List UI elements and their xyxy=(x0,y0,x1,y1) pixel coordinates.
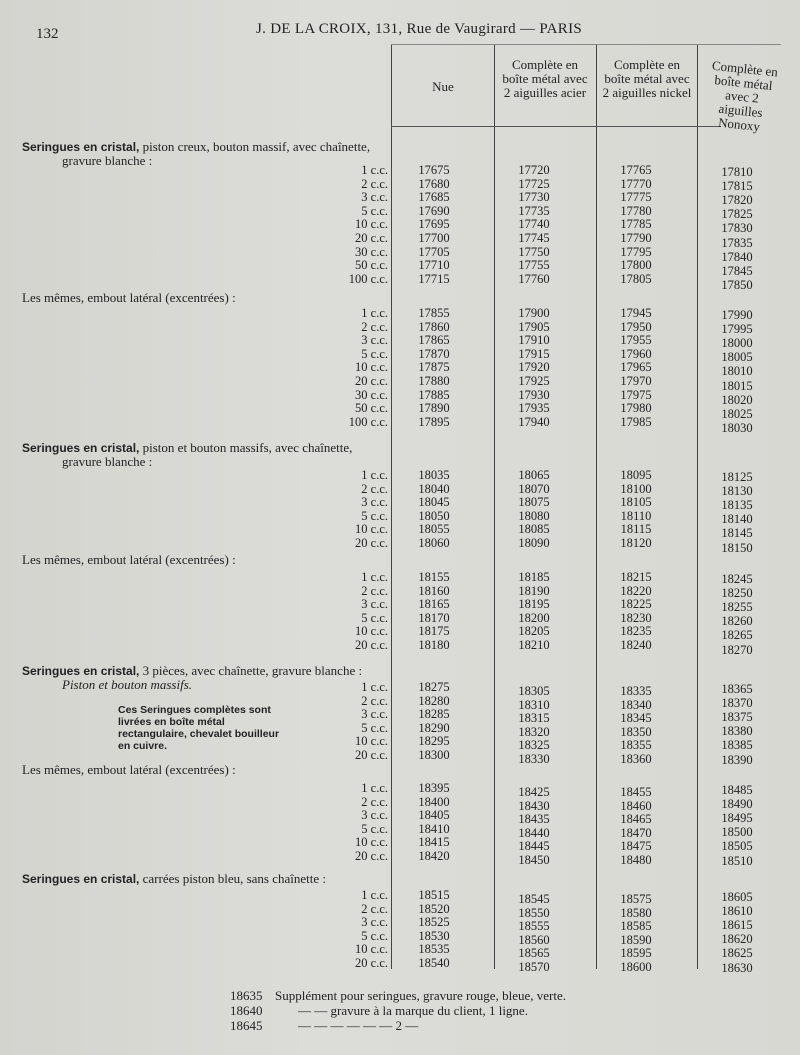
price-code-cell: 17875 xyxy=(418,360,450,375)
section-title xyxy=(22,553,236,567)
size-label: 3 c.c. xyxy=(361,333,388,348)
price-code-cell: 17835 xyxy=(721,235,753,250)
section-title xyxy=(22,763,236,777)
price-code-cell: 18195 xyxy=(518,597,550,612)
price-code-cell: 18175 xyxy=(418,624,450,639)
price-code-cell: 17855 xyxy=(418,306,450,320)
size-label: 10 c.c. xyxy=(355,942,388,957)
section-title-line2: gravure blanche : xyxy=(62,454,153,469)
price-code-cell: 18050 xyxy=(418,508,450,523)
price-code-cell: 18625 xyxy=(721,946,753,961)
price-code-cell: 17735 xyxy=(518,203,550,218)
price-code-cell: 18035 xyxy=(418,468,450,482)
price-code-cell: 17700 xyxy=(418,231,450,245)
price-code-cell: 18485 xyxy=(721,783,753,797)
price-code-cell: 18320 xyxy=(518,724,550,739)
price-code-cell: 18470 xyxy=(620,825,652,840)
price-code-cell: 18530 xyxy=(418,928,450,943)
size-label: 3 c.c. xyxy=(361,190,388,205)
price-code-cell: 18400 xyxy=(418,794,450,809)
size-label: 20 c.c. xyxy=(355,849,388,863)
price-code-cell: 18555 xyxy=(518,919,550,934)
section-title-line2: Piston et bouton massifs. xyxy=(62,677,193,692)
size-label: 2 c.c. xyxy=(361,319,388,334)
size-label: 2 c.c. xyxy=(361,176,388,191)
price-code-cell: 18350 xyxy=(620,724,652,739)
page-header-title: J. DE LA CROIX, 131, Rue de Vaugirard — PARIS xyxy=(256,21,583,37)
size-label: 1 c.c. xyxy=(361,570,388,584)
price-code-cell: 18030 xyxy=(721,420,753,435)
price-code-cell: 18010 xyxy=(721,364,753,379)
price-code-cell: 18190 xyxy=(518,583,550,598)
price-code-cell: 18075 xyxy=(518,495,550,510)
price-code-cell: 18580 xyxy=(620,905,652,920)
price-code-cell: 18200 xyxy=(518,610,550,625)
size-label: 1 c.c. xyxy=(361,306,388,320)
price-code-cell: 18315 xyxy=(518,711,550,726)
section-title xyxy=(22,291,236,305)
price-code-cell: 17715 xyxy=(418,271,450,286)
column-divider xyxy=(697,44,698,969)
size-label: 5 c.c. xyxy=(361,203,388,218)
price-code-cell: 17980 xyxy=(620,401,652,416)
price-code-cell: 18375 xyxy=(721,710,753,725)
size-label: 5 c.c. xyxy=(361,928,388,943)
section-title-bold: Seringues en cristal, xyxy=(22,664,140,678)
price-code-cell: 18095 xyxy=(620,468,652,482)
price-code-cell: 17710 xyxy=(418,258,450,273)
size-label: 100 c.c. xyxy=(348,414,388,429)
footer-text: — — gravure à la marque du client, 1 ligne. xyxy=(298,1003,528,1018)
price-code-cell: 18430 xyxy=(518,798,550,813)
size-label: 10 c.c. xyxy=(355,734,388,749)
price-code-cell: 18385 xyxy=(721,738,753,753)
price-code-cell: 18600 xyxy=(620,960,652,974)
price-code-cell: 18275 xyxy=(418,680,450,694)
size-label: 20 c.c. xyxy=(355,638,388,652)
price-code-cell: 17760 xyxy=(518,271,550,286)
price-code-cell: 18330 xyxy=(518,752,550,766)
price-code-cell: 18305 xyxy=(518,684,550,698)
size-label: 20 c.c. xyxy=(355,231,388,245)
size-label: 50 c.c. xyxy=(355,401,388,416)
size-label: 20 c.c. xyxy=(355,956,388,970)
price-code-cell: 18335 xyxy=(620,684,652,698)
section-title-text: 3 pièces, avec chaînette, gravure blanche : xyxy=(139,663,363,678)
price-code-cell: 18425 xyxy=(518,785,550,799)
price-code-cell: 18060 xyxy=(418,536,450,550)
price-code-cell: 18460 xyxy=(620,798,652,813)
size-label: 3 c.c. xyxy=(361,915,388,930)
section-title-bold: Seringues en cristal, xyxy=(22,441,140,455)
price-code-cell: 18255 xyxy=(721,600,753,615)
price-code-cell: 18355 xyxy=(620,738,652,753)
price-code-cell: 18225 xyxy=(620,597,652,612)
size-label: 3 c.c. xyxy=(361,495,388,510)
size-label: 2 c.c. xyxy=(361,794,388,809)
price-code-cell: 18420 xyxy=(418,849,450,863)
footer-text: — — — — — — 2 — xyxy=(298,1018,419,1033)
price-code-cell: 17780 xyxy=(620,203,652,218)
price-code-cell: 18630 xyxy=(721,960,753,975)
price-code-cell: 17775 xyxy=(620,190,652,205)
price-code-cell: 17945 xyxy=(620,306,652,320)
price-code-cell: 17730 xyxy=(518,190,550,205)
size-label: 10 c.c. xyxy=(355,522,388,537)
price-code-cell: 18080 xyxy=(518,508,550,523)
price-code-cell: 18500 xyxy=(721,825,753,840)
price-code-cell: 17805 xyxy=(620,271,652,286)
size-label: 20 c.c. xyxy=(355,374,388,388)
section-title-line2: gravure blanche : xyxy=(62,153,153,168)
price-code-cell: 18395 xyxy=(418,781,450,795)
price-code-cell: 18535 xyxy=(418,942,450,957)
price-code-cell: 17995 xyxy=(721,322,753,337)
price-code-cell: 17690 xyxy=(418,203,450,218)
footer-code: 18635 xyxy=(230,988,263,1003)
price-code-cell: 18270 xyxy=(721,642,753,657)
size-label: 10 c.c. xyxy=(355,624,388,639)
price-code-cell: 17955 xyxy=(620,333,652,348)
price-code-cell: 18170 xyxy=(418,610,450,625)
price-code-cell: 18155 xyxy=(418,570,450,584)
price-code-cell: 17915 xyxy=(518,346,550,361)
column-divider xyxy=(391,44,392,969)
price-code-cell: 18220 xyxy=(620,583,652,598)
price-code-cell: 18180 xyxy=(418,638,450,652)
column-divider xyxy=(596,44,597,969)
price-code-cell: 18575 xyxy=(620,892,652,906)
price-code-cell: 17795 xyxy=(620,244,652,259)
price-code-cell: 17865 xyxy=(418,333,450,348)
size-label: 20 c.c. xyxy=(355,536,388,550)
section-title-bold: Seringues en cristal, xyxy=(22,872,140,886)
footer-text: Supplément pour seringues, gravure rouge, bleue, verte. xyxy=(275,988,566,1003)
price-code-cell: 18550 xyxy=(518,905,550,920)
size-label: 3 c.c. xyxy=(361,808,388,823)
price-code-cell: 17800 xyxy=(620,258,652,273)
price-code-cell: 17860 xyxy=(418,319,450,334)
price-code-cell: 17985 xyxy=(620,414,652,429)
price-code-cell: 17825 xyxy=(721,207,753,222)
price-code-cell: 18070 xyxy=(518,481,550,496)
size-label: 2 c.c. xyxy=(361,901,388,916)
price-code-cell: 18545 xyxy=(518,892,550,906)
price-code-cell: 18540 xyxy=(418,956,450,970)
price-code-cell: 18020 xyxy=(721,392,753,407)
size-label: 10 c.c. xyxy=(355,360,388,375)
price-code-cell: 18345 xyxy=(620,711,652,726)
price-code-cell: 17790 xyxy=(620,231,652,245)
price-code-cell: 18165 xyxy=(418,597,450,612)
price-code-cell: 18365 xyxy=(721,682,753,696)
price-code-cell: 18390 xyxy=(721,752,753,767)
price-code-cell: 18260 xyxy=(721,614,753,629)
price-code-cell: 18135 xyxy=(721,498,753,513)
price-code-cell: 17705 xyxy=(418,244,450,259)
size-label: 100 c.c. xyxy=(348,271,388,286)
price-code-cell: 17930 xyxy=(518,387,550,402)
price-code-cell: 18285 xyxy=(418,707,450,722)
price-code-cell: 18140 xyxy=(721,512,753,527)
section-title-bold: Seringues en cristal, xyxy=(22,140,140,154)
column-header-nickel: Complète en boîte métal avec 2 aiguilles nickel xyxy=(602,57,692,100)
price-code-cell: 17725 xyxy=(518,176,550,191)
price-code-cell: 17960 xyxy=(620,346,652,361)
price-code-cell: 17765 xyxy=(620,163,652,177)
price-code-cell: 18280 xyxy=(418,693,450,708)
price-code-cell: 18130 xyxy=(721,484,753,499)
size-label: 2 c.c. xyxy=(361,481,388,496)
price-code-cell: 18300 xyxy=(418,748,450,762)
page-number: 132 xyxy=(36,26,59,42)
price-code-cell: 17905 xyxy=(518,319,550,334)
size-label: 20 c.c. xyxy=(355,748,388,762)
price-code-cell: 18440 xyxy=(518,825,550,840)
price-code-cell: 18565 xyxy=(518,946,550,961)
price-code-cell: 18105 xyxy=(620,495,652,510)
price-code-cell: 18145 xyxy=(721,526,753,541)
price-code-cell: 18585 xyxy=(620,919,652,934)
price-code-cell: 18465 xyxy=(620,812,652,827)
column-header-acier: Complète en boîte métal avec 2 aiguilles acier xyxy=(502,57,588,100)
price-code-cell: 18160 xyxy=(418,583,450,598)
section-title xyxy=(22,872,326,886)
price-code-cell: 17885 xyxy=(418,387,450,402)
size-label: 5 c.c. xyxy=(361,508,388,523)
size-label: 5 c.c. xyxy=(361,610,388,625)
price-code-cell: 18310 xyxy=(518,697,550,712)
price-code-cell: 18490 xyxy=(721,797,753,812)
price-code-cell: 18085 xyxy=(518,522,550,537)
price-code-cell: 18595 xyxy=(620,946,652,961)
price-code-cell: 18495 xyxy=(721,811,753,826)
price-code-cell: 17755 xyxy=(518,258,550,273)
size-label: 30 c.c. xyxy=(355,387,388,402)
price-code-cell: 17815 xyxy=(721,179,753,194)
footer-code: 18645 xyxy=(230,1018,263,1033)
price-code-cell: 17990 xyxy=(721,308,753,322)
price-code-cell: 18055 xyxy=(418,522,450,537)
price-code-cell: 17685 xyxy=(418,190,450,205)
price-code-cell: 18210 xyxy=(518,638,550,652)
size-label: 5 c.c. xyxy=(361,720,388,735)
price-code-cell: 17740 xyxy=(518,217,550,232)
price-code-cell: 17845 xyxy=(721,263,753,278)
price-code-cell: 17900 xyxy=(518,306,550,320)
price-code-cell: 18090 xyxy=(518,536,550,550)
price-code-cell: 17840 xyxy=(721,249,753,264)
size-label: 5 c.c. xyxy=(361,821,388,836)
price-code-cell: 18515 xyxy=(418,888,450,902)
price-code-cell: 18125 xyxy=(721,470,753,484)
price-code-cell: 18610 xyxy=(721,904,753,919)
price-code-cell: 18505 xyxy=(721,839,753,854)
price-code-cell: 18510 xyxy=(721,853,753,868)
price-code-cell: 18475 xyxy=(620,839,652,854)
price-code-cell: 18205 xyxy=(518,624,550,639)
price-code-cell: 18000 xyxy=(721,336,753,351)
price-code-cell: 18215 xyxy=(620,570,652,584)
price-code-cell: 18620 xyxy=(721,932,753,947)
price-code-cell: 18360 xyxy=(620,752,652,766)
size-label: 10 c.c. xyxy=(355,217,388,232)
section-note: Ces Seringues complètes sont livrées en boîte métal rectangulaire, chevalet bouilleur en cuivre. xyxy=(118,704,280,752)
size-label: 10 c.c. xyxy=(355,835,388,850)
price-code-cell: 17785 xyxy=(620,217,652,232)
section-title-text: Les mêmes, embout latéral (excentrées) : xyxy=(22,290,236,305)
column-header-nue: Nue xyxy=(432,79,454,94)
price-code-cell: 18240 xyxy=(620,638,652,652)
size-label: 3 c.c. xyxy=(361,597,388,612)
price-code-cell: 18455 xyxy=(620,785,652,799)
footer-code: 18640 xyxy=(230,1003,263,1018)
price-code-cell: 17895 xyxy=(418,414,450,429)
price-code-cell: 18115 xyxy=(620,522,652,537)
price-code-cell: 18445 xyxy=(518,839,550,854)
price-code-cell: 17935 xyxy=(518,401,550,416)
price-code-cell: 18250 xyxy=(721,586,753,601)
column-divider xyxy=(494,44,495,969)
section-title-text: Les mêmes, embout latéral (excentrées) : xyxy=(22,552,236,567)
price-code-cell: 17810 xyxy=(721,165,753,179)
price-code-cell: 17880 xyxy=(418,374,450,388)
price-code-cell: 18450 xyxy=(518,853,550,867)
price-code-cell: 18290 xyxy=(418,720,450,735)
section-title-text: piston et bouton massifs, avec chaînette, xyxy=(139,440,353,455)
section-title xyxy=(22,441,352,455)
price-code-cell: 18245 xyxy=(721,572,753,586)
size-label: 1 c.c. xyxy=(361,781,388,795)
price-code-cell: 18480 xyxy=(620,853,652,867)
price-code-cell: 18615 xyxy=(721,918,753,933)
section-title xyxy=(22,140,370,154)
price-code-cell: 18265 xyxy=(721,628,753,643)
price-code-cell: 18415 xyxy=(418,835,450,850)
price-code-cell: 17750 xyxy=(518,244,550,259)
price-code-cell: 17925 xyxy=(518,374,550,388)
price-code-cell: 18100 xyxy=(620,481,652,496)
price-code-cell: 17770 xyxy=(620,176,652,191)
price-code-cell: 17940 xyxy=(518,414,550,429)
price-code-cell: 18065 xyxy=(518,468,550,482)
price-code-cell: 17920 xyxy=(518,360,550,375)
price-code-cell: 17970 xyxy=(620,374,652,388)
price-code-cell: 18435 xyxy=(518,812,550,827)
price-code-cell: 18110 xyxy=(620,508,652,523)
price-code-cell: 18295 xyxy=(418,734,450,749)
price-code-cell: 18150 xyxy=(721,540,753,555)
price-code-cell: 17850 xyxy=(721,277,753,292)
header-rule xyxy=(391,126,721,127)
section-title-text: Les mêmes, embout latéral (excentrées) : xyxy=(22,762,236,777)
price-code-cell: 18025 xyxy=(721,406,753,421)
size-label: 3 c.c. xyxy=(361,707,388,722)
column-header-nonoxy: Complète en boîte métal avec 2 aiguilles Nonoxy xyxy=(711,57,779,134)
price-code-cell: 17680 xyxy=(418,176,450,191)
price-code-cell: 17965 xyxy=(620,360,652,375)
price-code-cell: 18040 xyxy=(418,481,450,496)
price-code-cell: 17720 xyxy=(518,163,550,177)
price-code-cell: 18325 xyxy=(518,738,550,753)
size-label: 1 c.c. xyxy=(361,680,388,694)
price-code-cell: 18380 xyxy=(721,724,753,739)
size-label: 1 c.c. xyxy=(361,888,388,902)
price-code-cell: 18045 xyxy=(418,495,450,510)
size-label: 30 c.c. xyxy=(355,244,388,259)
price-code-cell: 17870 xyxy=(418,346,450,361)
size-label: 2 c.c. xyxy=(361,583,388,598)
price-code-cell: 18185 xyxy=(518,570,550,584)
price-code-cell: 18405 xyxy=(418,808,450,823)
price-code-cell: 17890 xyxy=(418,401,450,416)
price-code-cell: 18005 xyxy=(721,350,753,365)
price-code-cell: 18410 xyxy=(418,821,450,836)
price-code-cell: 17745 xyxy=(518,231,550,245)
price-code-cell: 18015 xyxy=(721,378,753,393)
price-code-cell: 18525 xyxy=(418,915,450,930)
price-code-cell: 18590 xyxy=(620,932,652,947)
size-label: 50 c.c. xyxy=(355,258,388,273)
price-code-cell: 18370 xyxy=(721,696,753,711)
header-rule xyxy=(391,44,781,45)
size-label: 1 c.c. xyxy=(361,468,388,482)
section-title xyxy=(22,664,362,678)
price-code-cell: 17675 xyxy=(418,163,450,177)
price-code-cell: 18560 xyxy=(518,932,550,947)
price-code-cell: 18235 xyxy=(620,624,652,639)
size-label: 2 c.c. xyxy=(361,693,388,708)
price-code-cell: 17695 xyxy=(418,217,450,232)
size-label: 5 c.c. xyxy=(361,346,388,361)
size-label: 1 c.c. xyxy=(361,163,388,177)
price-code-cell: 18340 xyxy=(620,697,652,712)
price-code-cell: 17975 xyxy=(620,387,652,402)
price-code-cell: 18230 xyxy=(620,610,652,625)
section-title-text: carrées piston bleu, sans chaînette : xyxy=(139,871,327,886)
price-code-cell: 17820 xyxy=(721,193,753,208)
section-title-text: piston creux, bouton massif, avec chaînette, xyxy=(139,139,371,154)
price-code-cell: 18605 xyxy=(721,890,753,904)
price-code-cell: 18120 xyxy=(620,536,652,550)
price-code-cell: 17830 xyxy=(721,221,753,236)
price-code-cell: 18520 xyxy=(418,901,450,916)
price-code-cell: 17950 xyxy=(620,319,652,334)
price-code-cell: 17910 xyxy=(518,333,550,348)
price-code-cell: 18570 xyxy=(518,960,550,974)
